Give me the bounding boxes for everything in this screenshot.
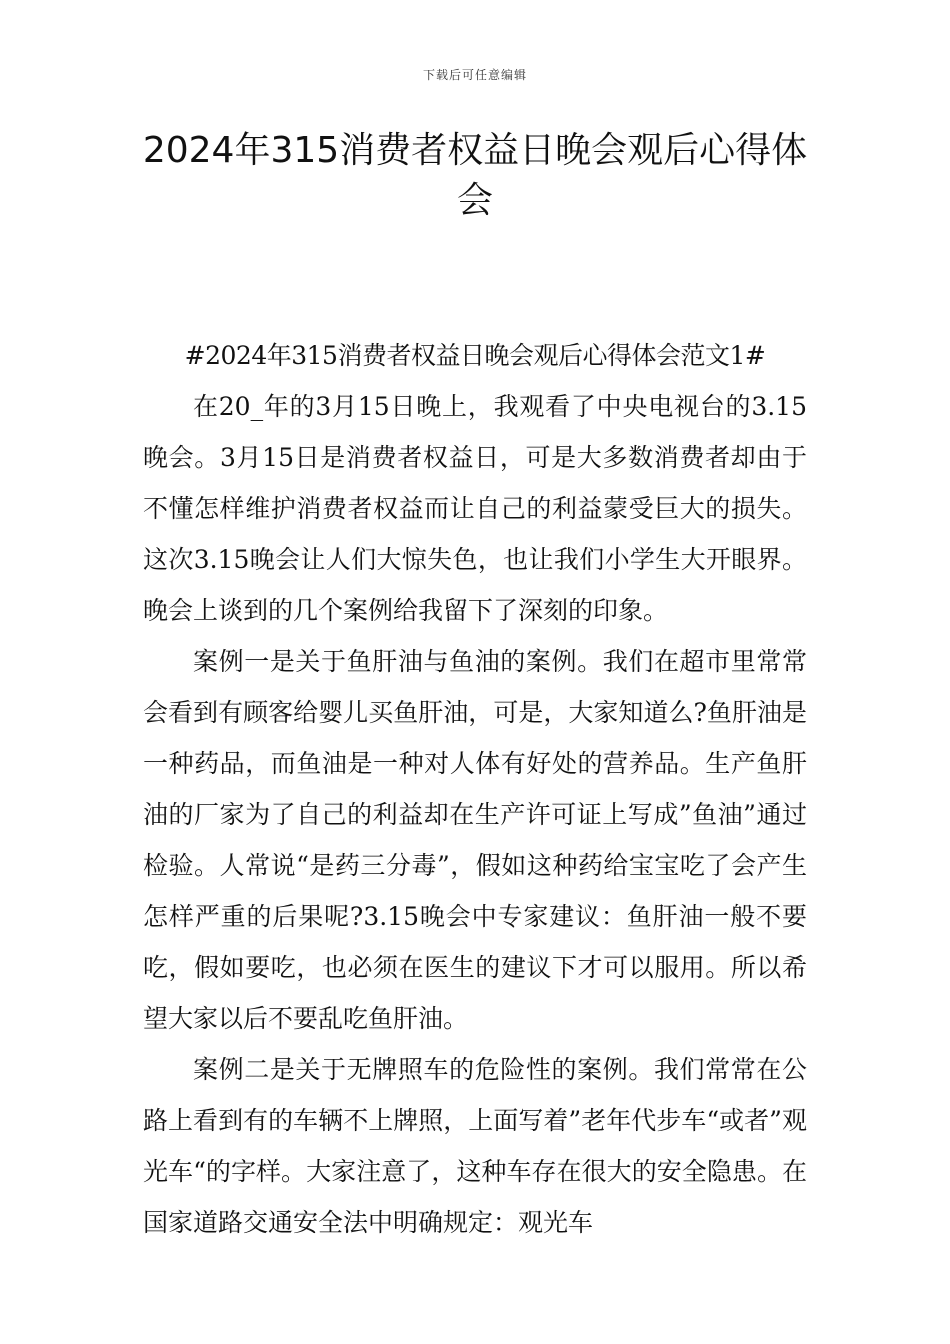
paragraph-intro: 在20_年的3月15日晚上，我观看了中央电视台的3.15晚会。3月15日是消费者权益日，可是大多数消费者却由于不懂怎样维护消费者权益而让自己的利益蒙受巨大的损失。这次3.15晚会让人们大惊失色，也让我们小学生大开眼界。晚会上谈到的几个案例给我留下了深刻的印象。 [143,392,807,625]
document-title: 2024年315消费者权益日晚会观后心得体会 [142,130,808,221]
paragraph-case-one: 案例一是关于鱼肝油与鱼油的案例。我们在超市里常常会看到有顾客给婴儿买鱼肝油，可是，大家知道么?鱼肝油是一种药品，而鱼油是一种对人体有好处的营养品。生产鱼肝油的厂家为了自己的利益却在生产许可证上写成”鱼油”通过检验。人常说“是药三分毒”，假如这种药给宝宝吃了会产生怎样严重的后果呢?3.15晚会中专家建议：鱼肝油一般不要吃，假如要吃，也必须在医生的建议下才可以服用。所以希望大家以后不要乱吃鱼肝油。 [143,647,807,1033]
paragraph-case-two: 案例二是关于无牌照车的危险性的案例。我们常常在公路上看到有的车辆不上牌照，上面写着”老年代步车“或者”观光车“的字样。大家注意了，这种车存在很大的安全隐患。在国家道路交通安全法中明确规定：观光车 [143,1055,807,1237]
header-note: 下载后可任意编辑 [422,68,527,82]
document-body [143,330,807,1248]
section-subheading: #2024年315消费者权益日晚会观后心得体会范文1# [184,341,766,370]
